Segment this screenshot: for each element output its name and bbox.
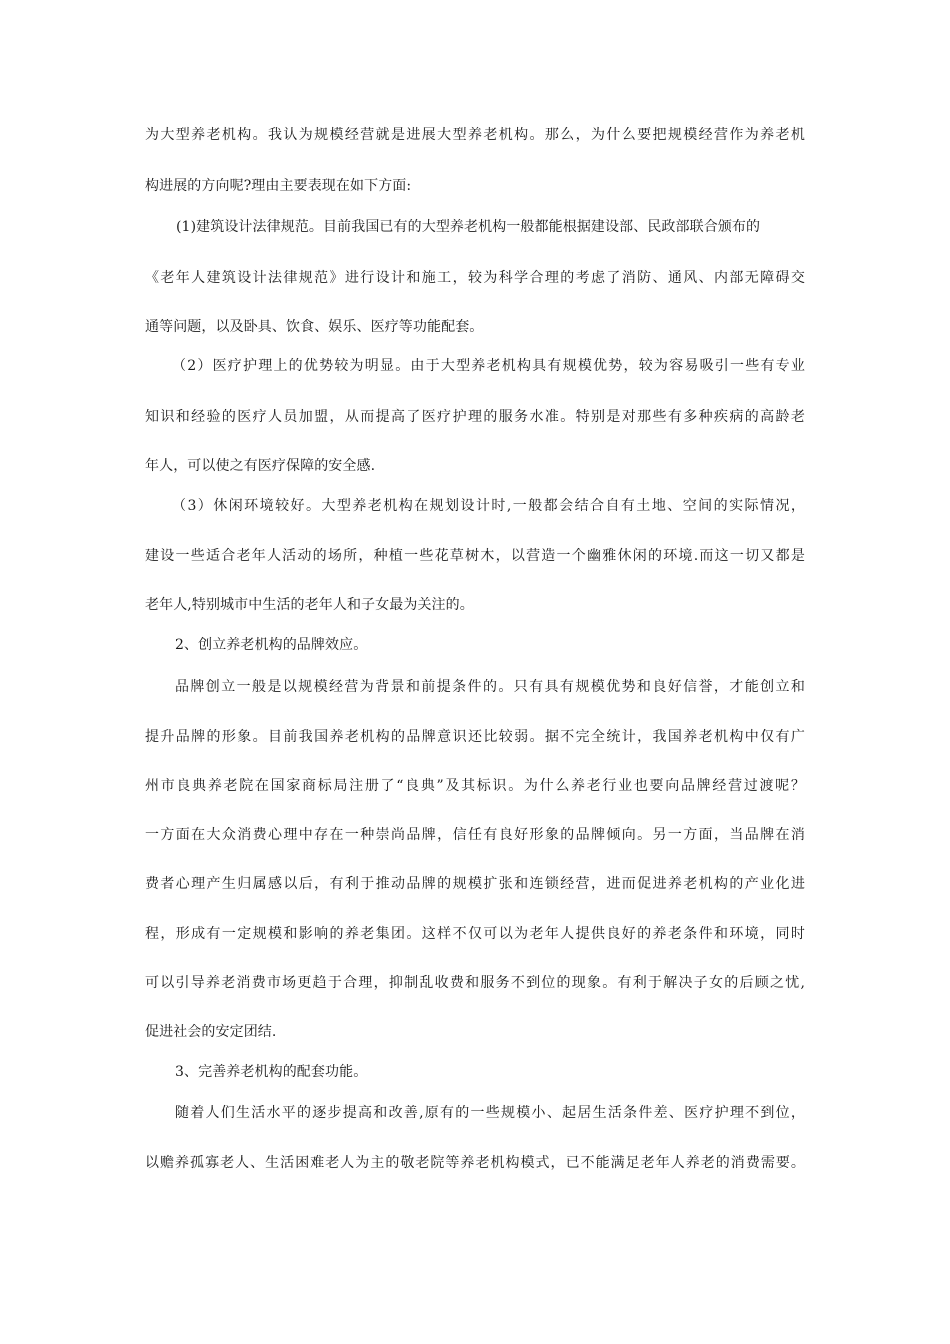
text-line: 《老年人建筑设计法律规范》进行设计和施工，较为科学合理的考虑了消防、通风、内部无障碍交 [145,270,805,286]
text-line: 可以引导养老消费市场更趋于合理，抑制乱收费和服务不到位的现象。有利于解决子女的后顾之忧, [145,975,805,991]
text-line: 提升品牌的形象。目前我国养老机构的品牌意识还比较弱。据不完全统计，我国养老机构中仅有广 [145,729,805,745]
section-heading: 2、创立养老机构的品牌效应。 [175,637,368,653]
text-line: 品牌创立一般是以规模经营为背景和前提条件的。只有具有规模优势和良好信誉，才能创立和 [175,679,805,695]
text-line: 为大型养老机构。我认为规模经营就是进展大型养老机构。那么，为什么要把规模经营作为养老机 [145,127,805,143]
text-line: 通等问题，以及卧具、饮食、娱乐、医疗等功能配套。 [145,319,484,335]
text-line: 促进社会的安定团结. [145,1024,277,1040]
text-line: （3）休闲环境较好。大型养老机构在规划设计时,一般都会结合自有土地、空间的实际情况， [172,498,805,514]
section-heading: 3、完善养老机构的配套功能。 [175,1064,368,1080]
text-line: 老年人,特别城市中生活的老年人和子女最为关注的。 [145,597,474,613]
text-line: 年人，可以使之有医疗保障的安全感. [145,458,376,474]
text-line: （2）医疗护理上的优势较为明显。由于大型养老机构具有规模优势，较为容易吸引一些有专业 [172,358,805,374]
text-line: 一方面在大众消费心理中存在一种崇尚品牌，信任有良好形象的品牌倾向。另一方面，当品牌在消 [145,827,805,843]
text-line: 费者心理产生归属感以后，有利于推动品牌的规模扩张和连锁经营，进而促进养老机构的产业化进 [145,876,805,892]
text-line: 建设一些适合老年人活动的场所，种植一些花草树木，以营造一个幽雅休闲的环境.而这一切又都是 [145,548,805,564]
text-line: 随着人们生活水平的逐步提高和改善,原有的一些规模小、起居生活条件差、医疗护理不到位， [175,1105,805,1121]
text-line: 州市良典养老院在国家商标局注册了“良典”及其标识。为什么养老行业也要向品牌经营过渡呢？ [145,778,805,794]
text-line: 知识和经验的医疗人员加盟，从而提高了医疗护理的服务水准。特别是对那些有多种疾病的高龄老 [145,409,805,425]
text-line: 以赡养孤寡老人、生活困难老人为主的敬老院等养老机构模式，已不能满足老年人养老的消费需要。 [145,1155,805,1171]
text-line: 构进展的方向呢?理由主要表现在如下方面: [145,178,412,194]
text-line: (1)建筑设计法律规范。目前我国已有的大型养老机构一般都能根据建设部、民政部联合颁布的 [176,219,761,235]
text-line: 程，形成有一定规模和影响的养老集团。这样不仅可以为老年人提供良好的养老条件和环境，同时 [145,926,805,942]
